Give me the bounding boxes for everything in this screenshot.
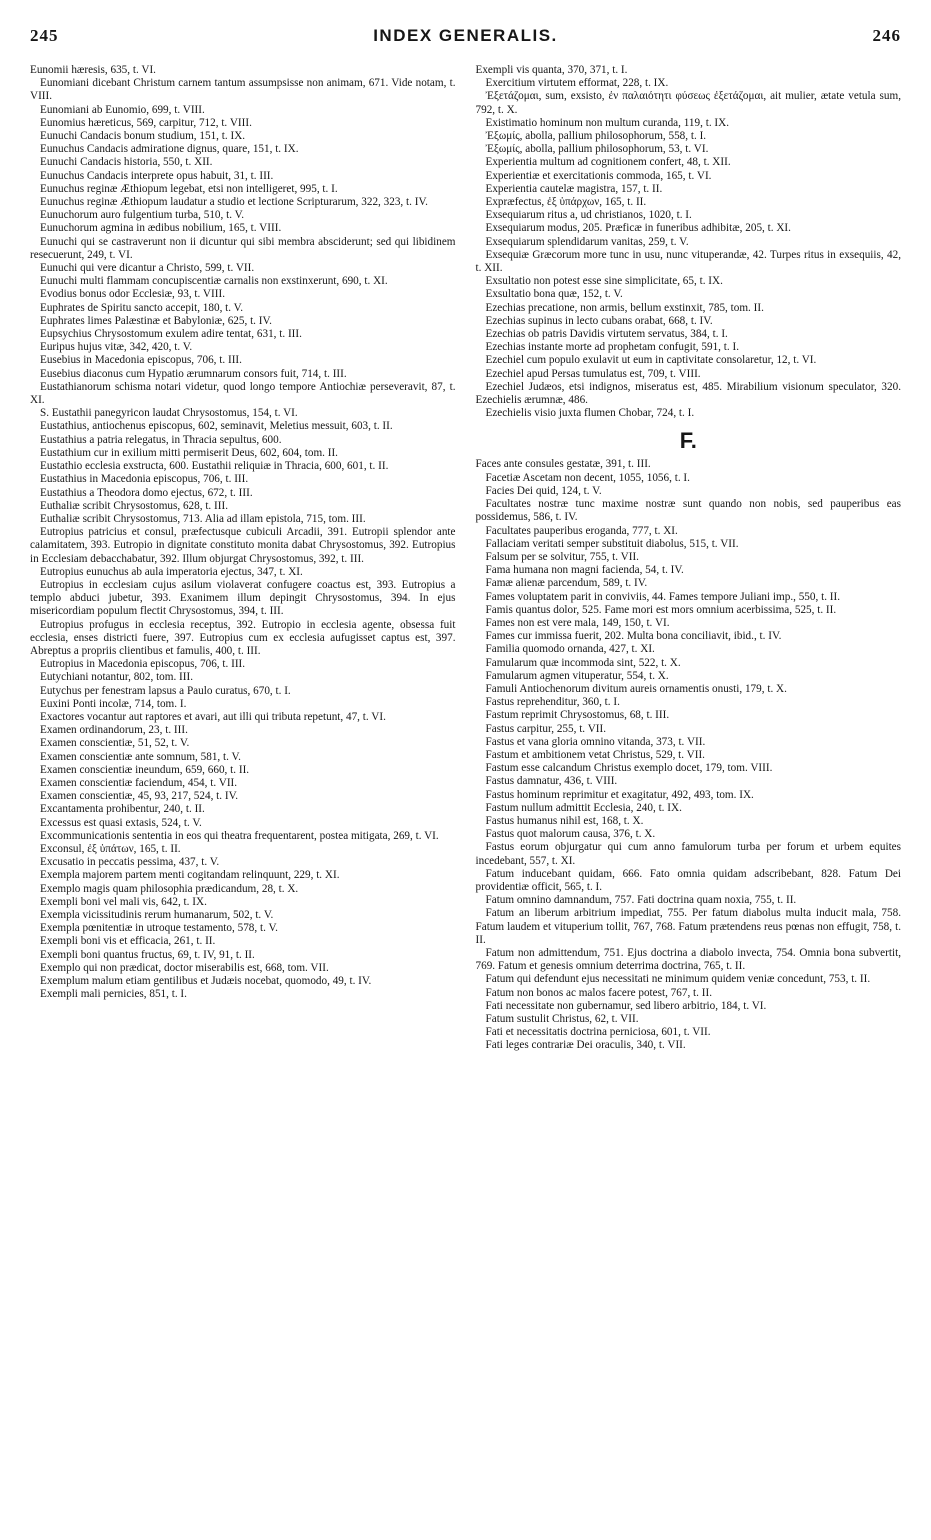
index-entry: Experientia multum ad cognitionem confert, 48, t. XII. <box>485 156 731 169</box>
index-entry: Fastus reprehenditur, 360, t. I. <box>485 696 620 709</box>
index-entry: Fastum nullum admittit Ecclesia, 240, t. IX. <box>485 801 682 814</box>
index-entry: Fastus hominum reprimitur et exagitatur, 492, 493, tom. IX. <box>485 788 754 801</box>
index-entry: Exempla pœnitentiæ in utroque testamento, 578, t. V. <box>40 922 278 935</box>
index-entry: Exemplo qui non prædicat, doctor miserabilis est, 668, tom. VII. <box>40 961 329 974</box>
index-entry: Eusebius diaconus cum Hypatio ærumnarum consors fuit, 714, t. III. <box>40 367 347 380</box>
index-entry: Ezechias instante morte ad prophetam confugit, 591, t. I. <box>485 341 740 354</box>
index-entry: Fati necessitate non gubernamur, sed libero arbitrio, 184, t. VI. <box>485 999 767 1012</box>
index-entry: Eustathium cur in exilium mitti permiserit Deus, 602, 604, tom. II. <box>40 446 338 459</box>
index-entry: Eupsychius Chrysostomum exulem adire tentat, 631, t. III. <box>40 328 302 341</box>
index-entry: Fama humana non magni facienda, 54, t. IV. <box>485 564 684 577</box>
index-entry: Experientia cautelæ magistra, 157, t. II. <box>485 182 663 195</box>
index-entry: Fastum reprimit Chrysostomus, 68, t. III. <box>485 709 670 722</box>
index-entry: Exemplum malum etiam gentilibus et Judæis nocebat, quomodo, 49, t. IV. <box>40 975 372 988</box>
index-entry: Fastus eorum objurgatur qui cum anno famulorum turba per forum et urbem equites incedebant, 557, t. XI. <box>475 841 901 867</box>
index-entry: Exempla majorem partem menti cogitandam relinquunt, 229, t. XI. <box>40 869 340 882</box>
index-entry: Exsequiarum modus, 205. Præficæ in funeribus adhibitæ, 205, t. XI. <box>485 222 791 235</box>
index-entry: Euxini Ponti incolæ, 714, tom. I. <box>40 697 187 710</box>
index-entry: Famæ alienæ parcendum, 589, t. IV. <box>485 577 648 590</box>
index-entry: Eutropius in ecclesiam cujus asilum violaverat confugere coactus est, 393. Eutropius a templo abduci jubetur, 393. Exanimem illum depingit Chrysostomus, 394. In ejus misericordiam populum flectit Chrysostomus, 394, t. III. <box>30 578 456 618</box>
index-entry: Eutropius patricius et consul, præfectusque cubiculi Arcadii, 391. Eutropii splendor ante calamitatem, 393. Eutropio in dignitate constituto monita dabat Chrysostomus, 392. Eutropius in Ecclesiam debacchabatur, 392. Illum objurgat Chrysostomus, 392, t. III. <box>30 526 456 565</box>
index-entry: Excusatio in peccatis pessima, 437, t. V. <box>40 856 220 869</box>
index-entry: Facultates pauperibus eroganda, 777, t. XI. <box>485 524 678 537</box>
section-letter-f: F. <box>679 428 697 454</box>
index-entry: Fastus carpitur, 255, t. VII. <box>485 722 607 735</box>
index-entry: Exsequiarum ritus a, ud christianos, 1020, t. I. <box>485 209 692 222</box>
index-entry: Exercitium virtutem efformat, 228, t. IX. <box>485 77 669 90</box>
page-title: INDEX GENERALIS. <box>373 26 558 45</box>
index-entry: Eutropius eunuchus ab aula imperatoria ejectus, 347, t. XI. <box>40 565 303 578</box>
index-entry: Euripus hujus vitæ, 342, 420, t. V. <box>40 341 193 354</box>
index-entry: Eunuchi Candacis historia, 550, t. XII. <box>40 156 213 169</box>
index-columns <box>30 64 901 1053</box>
index-entry: Examen conscientiæ ineundum, 659, 660, t. II. <box>40 763 250 776</box>
index-entry: Eunomiani ab Eunomio, 699, t. VIII. <box>40 103 205 116</box>
index-entry: Excessus est quasi extasis, 524, t. V. <box>40 816 202 829</box>
index-entry: Fatum omnino damnandum, 757. Fati doctrina quam noxia, 755, t. II. <box>485 894 797 907</box>
index-entry: Ezechias precatione, non armis, bellum exstinxit, 785, tom. II. <box>485 301 764 314</box>
index-entry: Eunomiani dicebant Christum carnem tantum assumpsisse non animam, 671. Vide notam, t. VIII. <box>30 77 456 103</box>
index-entry: Fastus damnatur, 436, t. VIII. <box>485 775 618 788</box>
right-column-e-entries <box>476 64 902 420</box>
index-entry: Experientiæ et exercitationis commoda, 165, t. VI. <box>485 169 712 182</box>
right-page-number: 246 <box>872 26 901 45</box>
index-entry: Exemplo magis quam philosophia prædicandum, 28, t. X. <box>40 882 299 895</box>
index-entry: Eustathius a Theodora domo ejectus, 672, t. III. <box>40 486 253 499</box>
index-entry: Exactores vocantur aut raptores et avari, aut illi qui tributa repetunt, 47, t. VI. <box>40 710 386 723</box>
index-entry: Fatum inducebant quidam, 666. Fato omnia quidam adscribebant, 828. Fatum Dei providentiæ officit, 565, t. I. <box>475 867 901 893</box>
index-entry: Eustathio ecclesia exstructa, 600. Eustathii reliquiæ in Thracia, 600, 601, t. II. <box>40 460 389 473</box>
index-entry: Exempla vicissitudinis rerum humanarum, 502, t. V. <box>40 909 274 921</box>
index-entry: Excommunicationis sententia in eos qui theatra frequentarent, postea mitigata, 269, t. VI. <box>40 829 439 842</box>
index-entry: Euphrates limes Palæstinæ et Babyloniæ, 625, t. IV. <box>40 314 272 327</box>
index-entry: Exsequiæ Græcorum more tunc in usu, nunc vituperandæ, 42. Turpes ritus in exsequiis, 42, t. XII. <box>475 248 901 275</box>
index-entry: Fatum sustulit Christus, 62, t. VII. <box>485 1013 639 1026</box>
index-entry: Eunuchus reginæ Æthiopum laudatur a studio et lectione Scripturarum, 322, 323, t. IV. <box>40 196 428 209</box>
index-entry: Fati leges contrariæ Dei oraculis, 340, t. VII. <box>485 1039 686 1052</box>
index-entry: Eustathius a patria relegatus, in Thracia sepultus, 600. <box>40 433 282 446</box>
index-entry: Facies Dei quid, 124, t. V. <box>485 484 602 497</box>
index-entry: Examen ordinandorum, 23, t. III. <box>40 724 188 737</box>
index-entry: Eunuchorum agmina in ædibus nobilium, 165, t. VIII. <box>40 222 282 235</box>
index-entry: Eutychiani notantur, 802, tom. III. <box>40 671 194 684</box>
right-column <box>476 64 902 1053</box>
index-entry: Euthaliæ scribit Chrysostomus, 628, t. III. <box>40 499 229 512</box>
index-entry: Eustathius in Macedonia episcopus, 706, t. III. <box>40 473 249 486</box>
index-entry: Exempli boni vel mali vis, 642, t. IX. <box>40 895 207 908</box>
index-entry: Ezechiel cum populo exulavit ut eum in captivitate consolaretur, 12, t. VI. <box>485 354 817 367</box>
index-entry: Eunuchi multi flammam concupiscentiæ carnalis non exstinxerunt, 690, t. XI. <box>40 275 388 288</box>
index-entry: Eunuchi qui vere dicantur a Christo, 599, t. VII. <box>40 262 255 275</box>
index-entry: Fastus et vana gloria omnino vitanda, 373, t. VII. <box>485 735 706 748</box>
index-entry: Exempli vis quanta, 370, 371, t. I. <box>475 64 628 76</box>
index-entry: Excantamenta prohibentur, 240, t. II. <box>40 803 205 816</box>
index-entry: Facultates nostræ tunc maxime nostræ sunt quando non nobis, sed pauperibus eas possidemus, 586, t. IV. <box>475 498 901 524</box>
index-entry: Facetiæ Ascetam non decent, 1055, 1056, t. I. <box>485 471 690 484</box>
index-entry: Ezechias supinus in lecto cubans orabat, 668, t. IV. <box>485 314 713 327</box>
index-entry: Exempli mali pernicies, 851, t. I. <box>40 988 187 1001</box>
index-entry: Exempli boni vis et efficacia, 261, t. II. <box>40 935 216 948</box>
right-column-f-entries <box>476 458 902 1052</box>
index-entry: Examen conscientiæ ante somnum, 581, t. V. <box>40 750 241 763</box>
index-entry: Fatum non admittendum, 751. Ejus doctrina a diabolo invecta, 754. Omnia bona subvertit, 769. Fatum et genesis omnium deterrima doctrina, 765, t. II. <box>475 947 901 973</box>
index-entry: Eustathius, antiochenus episcopus, 602, seminavit, Meletius messuit, 603, t. II. <box>40 420 393 433</box>
index-entry: Ezechielis visio juxta flumen Chobar, 724, t. I. <box>485 407 695 420</box>
index-entry: Fames non est vere mala, 149, 150, t. VI. <box>485 616 670 629</box>
left-page-number: 245 <box>30 26 59 45</box>
index-entry: Examen conscientiæ, 45, 93, 217, 524, t. IV. <box>40 790 239 803</box>
index-entry: Ἐξετάζομαι, sum, exsisto, ἐν παλαιότητι φύσεως ἐξετάζομαι, ait mulier, ætate vetula sum, 792, t. X. <box>475 90 901 116</box>
index-entry: Eunuchus Candacis admiratione dignus, quare, 151, t. IX. <box>40 143 299 156</box>
index-entry: Fallaciam veritati semper substituit diabolus, 515, t. VII. <box>485 537 739 550</box>
index-entry: Eunomius hæreticus, 569, carpitur, 712, t. VIII. <box>40 116 252 129</box>
index-entry: Expræfectus, ἐξ ὑπάρχων, 165, t. II. <box>485 196 647 209</box>
index-entry: Famularum agmen vituperatur, 554, t. X. <box>485 669 669 682</box>
index-entry: Examen conscientiæ faciendum, 454, t. VII. <box>40 776 238 789</box>
index-entry: Fati et necessitatis doctrina perniciosa, 601, t. VII. <box>485 1026 711 1039</box>
left-column <box>30 64 456 1053</box>
index-entry: Exsultatio non potest esse sine simplicitate, 65, t. IX. <box>485 275 723 288</box>
index-entry: Fastum et ambitionem vetat Christus, 529, t. VII. <box>485 748 705 761</box>
index-entry: Familia quomodo ornanda, 427, t. XI. <box>485 643 655 656</box>
index-entry: Eunuchi Candacis bonum studium, 151, t. IX. <box>40 130 246 143</box>
index-entry: Famularum quæ incommoda sint, 522, t. X. <box>485 656 681 669</box>
index-entry: Eunuchus Candacis interprete opus habuit, 31, t. III. <box>40 169 274 182</box>
index-entry: Examen conscientiæ, 51, 52, t. V. <box>40 737 190 750</box>
index-entry: Fames voluptatem parit in conviviis, 44. Fames tempore Juliani imp., 550, t. II. <box>485 590 841 603</box>
index-entry: Fatum non bonos ac malos facere potest, 767, t. II. <box>485 986 712 999</box>
index-entry: Famuli Antiochenorum divitum aureis ornamentis onusti, 179, t. X. <box>485 682 787 695</box>
index-entry: Ezechias ob patris Davidis virtutem servatus, 384, t. I. <box>485 328 728 341</box>
index-entry: Fames cur immissa fuerit, 202. Multa bona conciliavit, ibid., t. IV. <box>485 630 782 643</box>
index-entry: Evodius bonus odor Ecclesiæ, 93, t. VIII. <box>40 288 225 301</box>
index-entry: Eunomii hæresis, 635, t. VI. <box>30 64 156 76</box>
index-entry: Euphrates de Spiritu sancto accepit, 180, t. V. <box>40 301 244 314</box>
page-header <box>30 26 901 56</box>
index-entry: Fatum an liberum arbitrium impediat, 755. Per fatum diabolus multa inducit mala, 758. Fatum laudem et vituperium tollit, 767, 768. Fatum prætendens reus pœnas non effugit, 758, t. II. <box>475 907 901 946</box>
index-entry: Fastus humanus nihil est, 168, t. X. <box>485 814 644 827</box>
index-entry: Eutropius in Macedonia episcopus, 706, t. III. <box>40 658 246 671</box>
index-entry: Falsum per se solvitur, 755, t. VII. <box>485 550 639 563</box>
index-entry: Ezechiel Judæos, etsi indignos, miseratus est, 485. Mirabilium visionum speculator, 320. Ezechielis ærumnæ, 486. <box>475 380 901 407</box>
index-entry: Exsultatio bona quæ, 152, t. V. <box>485 288 623 301</box>
index-entry: Fastus quot malorum causa, 376, t. X. <box>485 828 656 841</box>
index-entry: Eusebius in Macedonia episcopus, 706, t. III. <box>40 354 242 367</box>
index-entry: Eutychus per fenestram lapsus a Paulo curatus, 670, t. I. <box>40 684 291 697</box>
index-entry: Fatum qui defendunt ejus necessitati ne minimum quidem veniæ concedunt, 753, t. II. <box>485 973 871 986</box>
index-entry: Exsequiarum splendidarum vanitas, 259, t. V. <box>485 235 689 248</box>
index-entry: Eunuchi qui se castraverunt non ii dicuntur qui sibi membra absciderunt; sed qui libidinem resecuerunt, 249, t. VI. <box>30 235 456 261</box>
index-entry: Eunuchorum auro fulgentium turba, 510, t. V. <box>40 209 245 222</box>
index-entry: Exempli boni quantus fructus, 69, t. IV, 91, t. II. <box>40 948 255 961</box>
index-entry: Faces ante consules gestatæ, 391, t. III. <box>475 458 651 471</box>
index-entry: Exconsul, ἐξ ὑπάτων, 165, t. II. <box>40 842 181 855</box>
index-entry: Ἐξωμίς, abolla, pallium philosophorum, 558, t. I. <box>485 130 707 143</box>
index-entry: Fastum esse calcandum Christus exemplo docet, 179, tom. VIII. <box>485 762 773 775</box>
index-entry: Eustathianorum schisma notari videtur, quod longo tempore Antiochiæ perseveravit, 87, t. XI. <box>30 380 456 407</box>
index-entry: S. Eustathii panegyricon laudat Chrysostomus, 154, t. VI. <box>40 407 298 420</box>
index-entry: Ἐξωμίς, abolla, pallium philosophorum, 53, t. VI. <box>485 143 709 156</box>
index-entry: Eunuchus reginæ Æthiopum legebat, etsi non intelligeret, 995, t. I. <box>40 182 338 195</box>
index-entry: Existimatio hominum non multum curanda, 119, t. IX. <box>485 116 730 129</box>
index-entry: Famis quantus dolor, 525. Fame mori est mors omnium acerbissima, 525, t. II. <box>485 603 837 616</box>
index-entry: Ezechiel apud Persas tumulatus est, 709, t. VIII. <box>485 367 701 380</box>
index-entry: Eutropius profugus in ecclesia receptus, 392. Eutropio in ecclesia agente, obsessa fuit ecclesia, enses districti fuere, 397. Eutropius cum ex ecclesia aufugisset captus est, 397. Abreptus a propriis clientibus et famulis, 400, t. III. <box>30 618 456 657</box>
index-entry: Euthaliæ scribit Chrysostomus, 713. Alia ad illam epistola, 715, tom. III. <box>40 512 366 525</box>
